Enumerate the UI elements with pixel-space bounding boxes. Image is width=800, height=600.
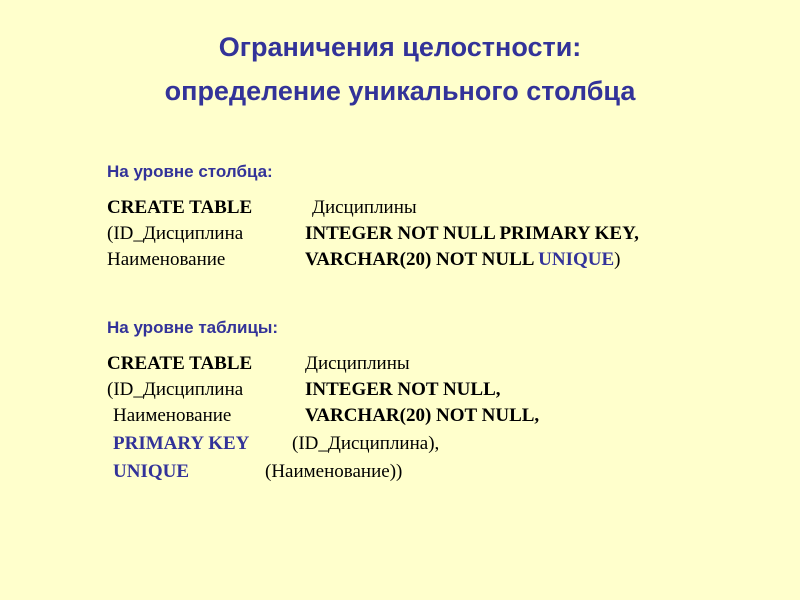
primary-key-column: (ID_Дисциплина), <box>292 433 440 454</box>
column-id-name: (ID_Дисциплина <box>107 379 244 400</box>
table-level-unique-line <box>107 460 800 484</box>
create-table-keyword: CREATE TABLE <box>107 353 253 374</box>
column-name-type: VARCHAR(20) NOT NULL <box>305 249 539 270</box>
column-name-type: VARCHAR(20) NOT NULL, <box>305 405 540 426</box>
table-name: Дисциплины <box>305 353 410 374</box>
column-id-type: INTEGER NOT NULL PRIMARY KEY, <box>305 223 639 244</box>
table-level-name-line <box>107 404 800 428</box>
column-name-name: Наименование <box>113 405 232 426</box>
slide-title-line-2: определение уникального столбца <box>164 76 636 106</box>
table-level-create-line <box>107 352 800 376</box>
unique-keyword: UNIQUE <box>113 461 190 482</box>
table-level-id-line <box>107 378 800 402</box>
column-level-name-line <box>107 248 800 272</box>
unique-column: (Наименование)) <box>265 461 403 482</box>
primary-key-keyword: PRIMARY KEY <box>113 433 250 454</box>
column-level-id-line <box>107 222 800 246</box>
column-name-definition <box>305 248 620 272</box>
column-name-name: Наименование <box>107 249 226 270</box>
column-level-heading: На уровне столбца: <box>107 162 273 181</box>
slide-title-line-1: Ограничения целостности: <box>218 32 582 62</box>
column-level-create-line <box>107 196 800 220</box>
table-level-heading: На уровне таблицы: <box>107 318 279 337</box>
table-level-pk-line <box>107 432 800 456</box>
column-id-type: INTEGER NOT NULL, <box>305 379 501 400</box>
closing-paren: ) <box>614 249 621 270</box>
create-table-keyword: CREATE TABLE <box>107 197 253 218</box>
table-name: Дисциплины <box>312 197 417 218</box>
unique-keyword: UNIQUE <box>538 249 615 270</box>
column-id-name: (ID_Дисциплина <box>107 223 244 244</box>
